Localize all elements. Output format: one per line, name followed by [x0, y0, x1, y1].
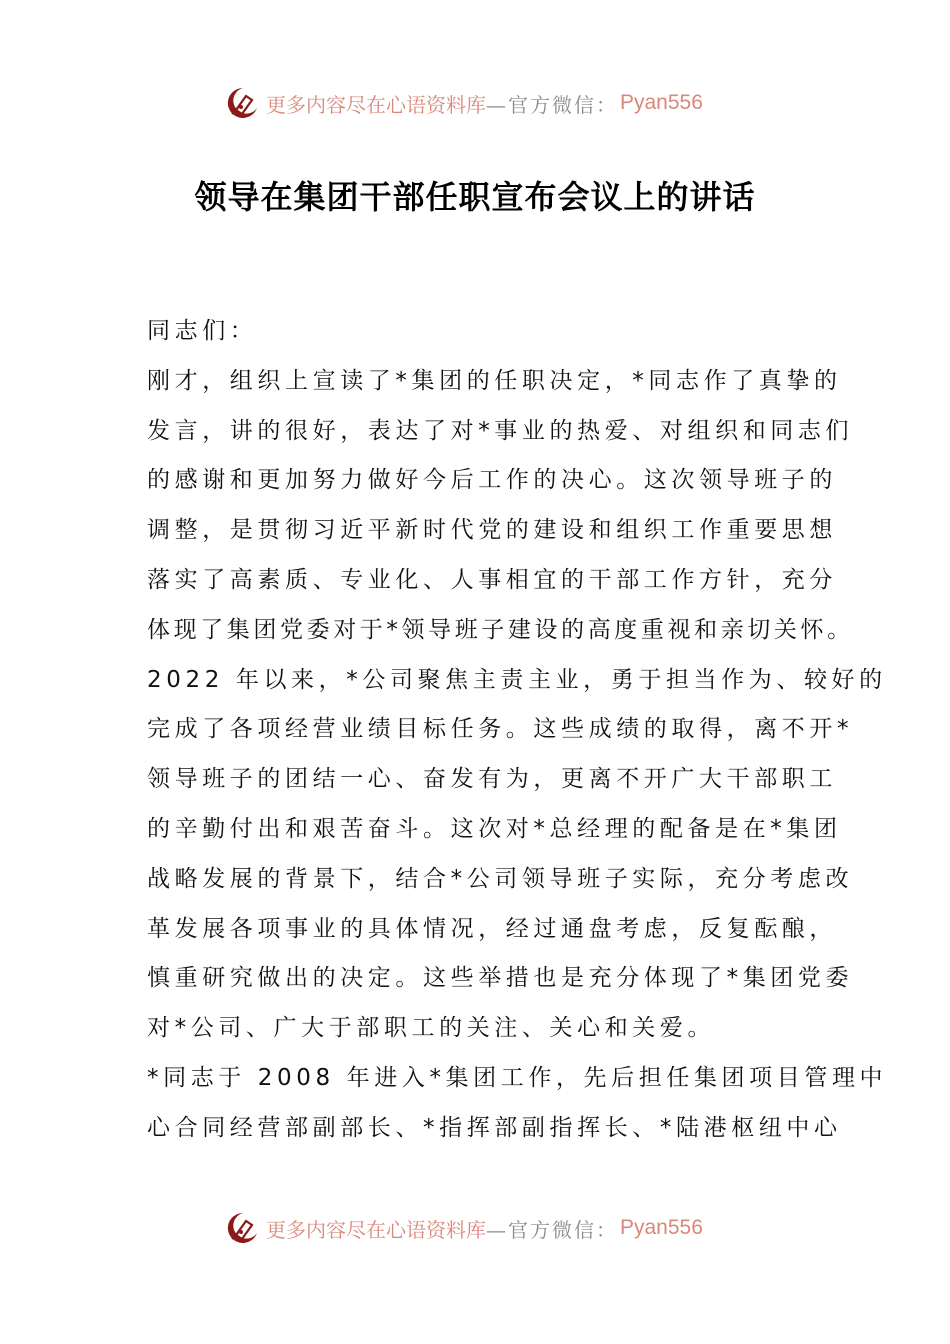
paragraph-line: 刚才，组织上宣读了*集团的任职决定，*同志作了真挚的: [147, 367, 842, 394]
paragraph-line: 慎重研究做出的决定。这些举措也是充分体现了*集团党委: [147, 965, 854, 992]
header-watermark: [226, 83, 703, 123]
paragraph-line: 2022 年以来，*公司聚焦主责主业，勇于担当作为、较好的: [147, 666, 887, 693]
paragraph-line: 领导班子的团结一心、奋发有为，更离不开广大干部职工: [147, 766, 837, 793]
paragraph-line: 发言，讲的很好，表达了对*事业的热爱、对组织和同志们: [147, 417, 854, 444]
watermark-wechat-id: Pyan556: [620, 1216, 703, 1239]
watermark-dash-label: —官方微信：: [486, 92, 618, 117]
document-body: [147, 310, 888, 1157]
paragraph-line: 的辛勤付出和艰苦奋斗。这次对*总经理的配备是在*集团: [147, 815, 842, 842]
paragraph-line: 对*公司、广大于部职工的关注、关心和关爱。: [147, 1015, 716, 1042]
paragraph-line: *同志于 2008 年进入*集团工作，先后担任集团项目管理中: [147, 1064, 888, 1091]
salutation: 同志们：: [147, 318, 258, 344]
pen-nib-logo-icon: [226, 86, 260, 120]
paragraph-line: 体现了集团党委对于*领导班子建设的高度重视和亲切关怀。: [147, 616, 854, 643]
paragraph-line: 落实了高素质、专业化、人事相宜的干部工作方针，充分: [147, 566, 837, 593]
paragraph-line: 的感谢和更加努力做好今后工作的决心。这次领导班子的: [147, 467, 837, 494]
paragraph-line: 战略发展的背景下，结合*公司领导班子实际，充分考虑改: [147, 865, 854, 892]
pen-nib-logo-icon: [226, 1211, 260, 1245]
paragraph-line: 革发展各项事业的具体情况，经过通盘考虑，反复酝酿，: [147, 915, 837, 942]
watermark-text: 更多内容尽在心语资料库: [266, 92, 486, 117]
watermark-dash-label: —官方微信：: [486, 1217, 618, 1242]
watermark-wechat-id: Pyan556: [620, 91, 703, 114]
watermark-text: 更多内容尽在心语资料库: [266, 1217, 486, 1242]
paragraph-line: 完成了各项经营业绩目标任务。这些成绩的取得，离不开*: [147, 716, 854, 743]
paragraph-line: 心合同经营部副部长、*指挥部副指挥长、*陆港枢纽中心: [147, 1114, 842, 1141]
paragraph-line: 调整，是贯彻习近平新时代党的建设和组织工作重要思想: [147, 517, 837, 544]
document-title: 领导在集团干部任职宣布会议上的讲话: [194, 178, 756, 216]
footer-watermark: [226, 1208, 703, 1248]
